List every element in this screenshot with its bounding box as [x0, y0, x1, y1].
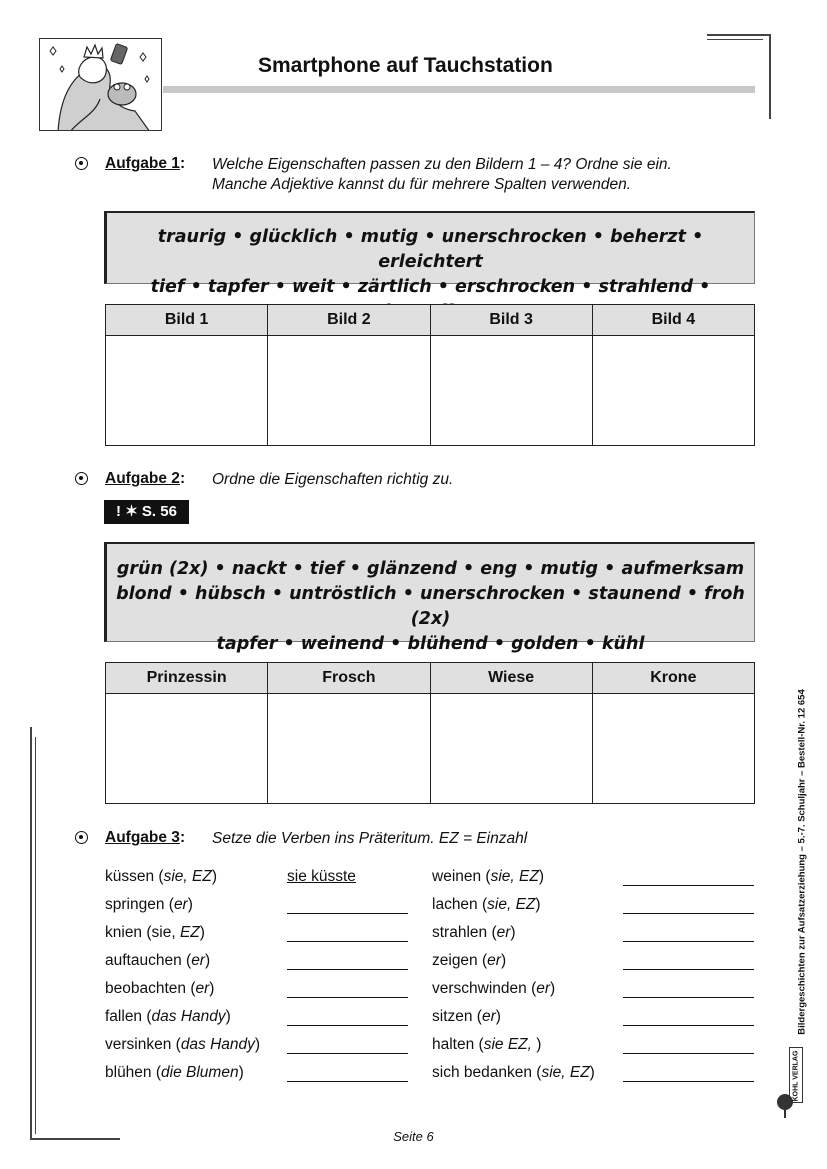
task1-words-line1: traurig • glücklich • mutig • unerschrocken • beherzt • erleichtert	[157, 227, 704, 272]
verb-row	[105, 952, 755, 980]
task2-col-header: Krone	[592, 663, 754, 694]
task1-answer-cell[interactable]	[430, 336, 592, 446]
task1-col-header: Bild 4	[592, 305, 754, 336]
verb-left: springen (er)	[105, 896, 193, 913]
frame-line-left-bottom-inner	[35, 737, 36, 1134]
verb-right: zeigen (er)	[432, 952, 507, 969]
answer-line[interactable]	[287, 1025, 408, 1026]
verb-left: fallen (das Handy)	[105, 1008, 231, 1025]
verb-right: strahlen (er)	[432, 924, 516, 941]
task2-answer-cell[interactable]	[106, 694, 268, 804]
verb-row	[105, 1064, 755, 1092]
frame-line-right-top	[769, 34, 771, 119]
verb-left: knien (sie, EZ)	[105, 924, 205, 941]
answer-line[interactable]	[287, 997, 408, 998]
verb-row	[105, 924, 755, 952]
task1-wordbox	[104, 211, 755, 297]
task3-instruction: Setze die Verben ins Präteritum. EZ = Einzahl	[212, 830, 528, 847]
verb-right: sitzen (er)	[432, 1008, 501, 1025]
task2-words-line1: grün (2x) • nackt • tief • glänzend • eng • mutig • aufmerksam	[116, 559, 745, 579]
example-answer: sie küsste	[287, 868, 356, 885]
task1-answer-cell[interactable]	[268, 336, 430, 446]
task2-answer-cell[interactable]	[592, 694, 754, 804]
frame-line-top-right	[707, 34, 769, 36]
tree-icon	[774, 1093, 796, 1119]
task2-wordbox	[104, 542, 755, 654]
verb-row	[105, 1008, 755, 1036]
answer-line[interactable]	[623, 1081, 754, 1082]
answer-line[interactable]	[623, 885, 754, 886]
header-illustration	[39, 38, 162, 131]
title-bar	[163, 86, 755, 93]
answer-line[interactable]	[287, 969, 408, 970]
task3-verb-list	[105, 868, 755, 1092]
task2-answer-cell[interactable]	[268, 694, 430, 804]
sidebar-order-info: Bildergeschichten zur Aufsatzerziehung – 5.-7. Schuljahr – Bestell-Nr. 12 654	[796, 689, 808, 1035]
task1-words-line2: tief • tapfer • weit • zärtlich • erschrocken • strahlend •	[150, 277, 711, 297]
verb-left: blühen (die Blumen)	[105, 1064, 244, 1081]
verb-left: beobachten (er)	[105, 980, 215, 997]
page-title: Smartphone auf Tauchstation	[258, 54, 553, 77]
verb-left: küssen (sie, EZ)	[105, 868, 217, 885]
answer-line[interactable]	[623, 969, 754, 970]
task3-label: Aufgabe 3:	[105, 829, 186, 846]
task2-col-header: Prinzessin	[106, 663, 268, 694]
verb-left: versinken (das Handy)	[105, 1036, 261, 1053]
task1-answer-cell[interactable]	[592, 336, 754, 446]
publisher-logo: KOHL VERLAG	[789, 1047, 803, 1103]
target-bullet-icon	[75, 472, 88, 485]
task2-answer-cell[interactable]	[430, 694, 592, 804]
task1-col-header: Bild 2	[268, 305, 430, 336]
frame-line-left-bottom	[30, 727, 32, 1139]
answer-line[interactable]	[623, 1053, 754, 1054]
verb-left: auftauchen (er)	[105, 952, 211, 969]
answer-line[interactable]	[623, 913, 754, 914]
verb-row	[105, 980, 755, 1008]
task1-label: Aufgabe 1:	[105, 155, 186, 172]
task2-words-line3: tapfer • weinend • blühend • golden • kühl	[216, 634, 645, 654]
verb-right: sich bedanken (sie, EZ)	[432, 1064, 595, 1081]
verb-row	[105, 896, 755, 924]
task1-col-header: Bild 1	[106, 305, 268, 336]
task2-col-header: Frosch	[268, 663, 430, 694]
verb-row	[105, 868, 755, 896]
task1-answer-cell[interactable]	[106, 336, 268, 446]
task1-table	[105, 304, 755, 446]
task1-instruction: Welche Eigenschaften passen zu den Bildern 1 – 4? Ordne sie ein. Manche Adjektive kannst du für mehrere Spalten verwenden.	[212, 156, 672, 193]
task2-col-header: Wiese	[430, 663, 592, 694]
answer-line[interactable]	[287, 913, 408, 914]
verb-right: weinen (sie, EZ)	[432, 868, 544, 885]
answer-line[interactable]	[287, 1053, 408, 1054]
frame-line-top-right-inner	[707, 39, 763, 40]
page-number: Seite 6	[393, 1129, 434, 1144]
answer-line[interactable]	[623, 997, 754, 998]
target-bullet-icon	[75, 831, 88, 844]
verb-right: halten (sie EZ, )	[432, 1036, 542, 1053]
task2-table	[105, 662, 755, 804]
answer-line[interactable]	[623, 1025, 754, 1026]
verb-right: lachen (sie, EZ)	[432, 896, 541, 913]
task1-col-header: Bild 3	[430, 305, 592, 336]
task2-words-line2: blond • hübsch • untröstlich • unerschrocken • staunend • froh (2x)	[116, 584, 745, 629]
answer-line[interactable]	[287, 941, 408, 942]
verb-row	[105, 1036, 755, 1064]
task2-hint-badge: ! ✶ S. 56	[104, 500, 189, 524]
verb-right: verschwinden (er)	[432, 980, 556, 997]
task2-instruction: Ordne die Eigenschaften richtig zu.	[212, 471, 454, 488]
target-bullet-icon	[75, 157, 88, 170]
answer-line[interactable]	[287, 1081, 408, 1082]
task2-label: Aufgabe 2:	[105, 470, 186, 487]
answer-line[interactable]	[623, 941, 754, 942]
